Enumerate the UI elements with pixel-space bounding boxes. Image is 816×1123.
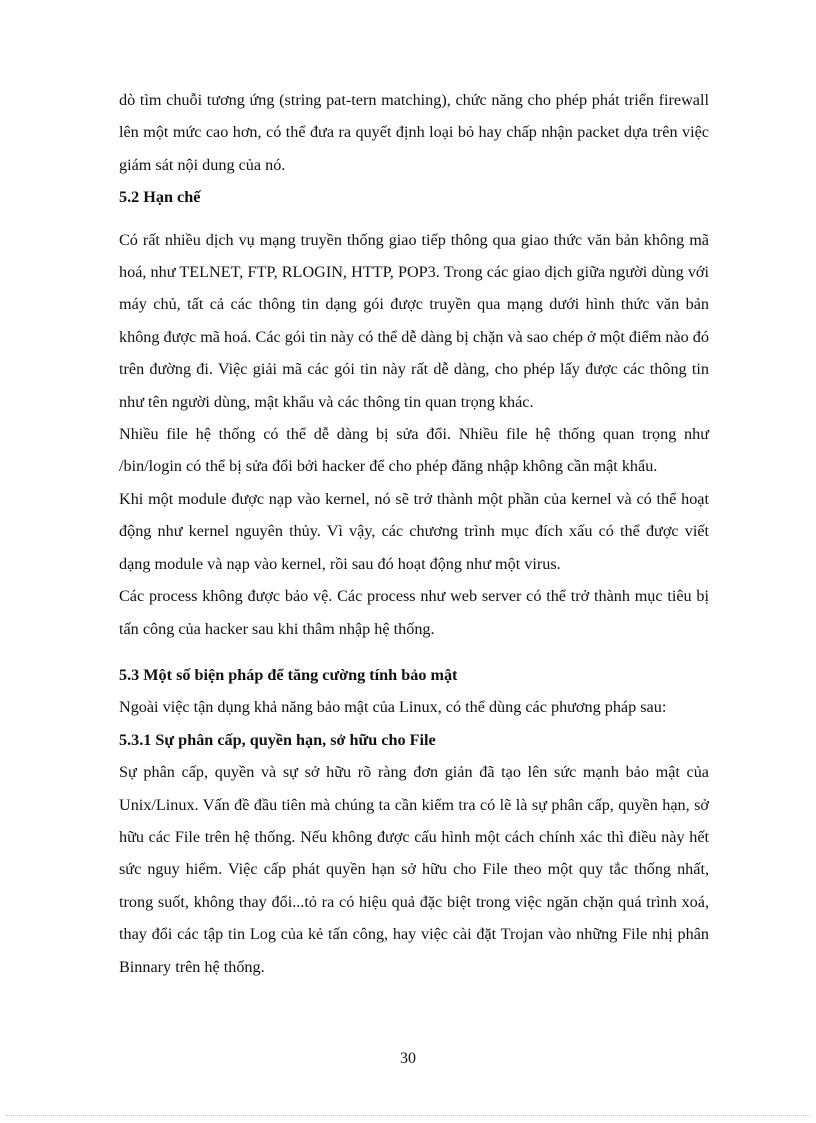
section-heading-5-3: 5.3 Một số biện pháp để tăng cường tính bảo mật [119,665,458,684]
page-bottom-divider [6,1115,810,1116]
paragraph-kernel-modules: Khi một module được nạp vào kernel, nó sẽ trở thành một phần của kernel và có thể hoạt động như kernel nguyên thủy. Vì vậy, các chương trình mục đích xấu có thể được viết dạng module và nạp vào kernel, rồi sau đó hoạt động như một virus. [119,489,709,573]
section-heading-5-2: 5.2 Hạn chế [119,188,201,207]
section-heading-5-3-1: 5.3.1 Sự phân cấp, quyền hạn, sở hữu cho File [119,730,436,749]
page-number: 30 [400,1050,416,1067]
page-body [119,84,709,983]
paragraph-intro-methods: Ngoài việc tận dụng khả năng bảo mật của Linux, có thể dùng các phương pháp sau: [119,698,667,717]
paragraph-system-files: Nhiều file hệ thống có thể dễ dàng bị sửa đổi. Nhiều file hệ thống quan trọng như /bin/login có thể bị sửa đổi bởi hacker để cho phép đăng nhập không cần mật khẩu. [119,425,709,476]
paragraph-unencrypted-services: Có rất nhiều dịch vụ mạng truyền thống giao tiếp thông qua giao thức văn bản không mã hoá, như TELNET, FTP, RLOGIN, HTTP, POP3. Trong các giao dịch giữa người dùng với máy chủ, tất cả các thông tin dạng gói được truyền qua mạng dưới hình thức văn bản không được mã hoá. Các gói tin này có thể dễ dàng bị chặn và sao chép ở một điểm nào đó trên đường đi. Việc giải mã các gói tin này rất dễ dàng, cho phép lấy được các thông tin như tên người dùng, mật khẩu và các thông tin quan trọng khác. [119,230,709,411]
paragraph-firewall-continuation: dò tìm chuỗi tương ứng (string pat-tern matching), chức năng cho phép phát triển firewall lên một mức cao hơn, có thể đưa ra quyết định loại bỏ hay chấp nhận packet dựa trên việc giám sát nội dung của nó. [119,91,709,174]
paragraph-file-permissions: Sự phân cấp, quyền và sự sở hữu rõ ràng đơn giản đã tạo lên sức mạnh bảo mật của Unix/Linux. Vấn đề đầu tiên mà chúng ta cần kiểm tra có lẽ là sự phân cấp, quyền hạn, sở hữu các File trên hệ thống. Nếu không được cấu hình một cách chính xác thì điều này hết sức nguy hiểm. Việc cấp phát quyền hạn sở hữu cho File theo một quy tắc thống nhất, trong suốt, không thay đổi...tỏ ra có hiệu quả đặc biệt trong việc ngăn chặn quá trình xoá, thay đổi các tập tin Log của kẻ tấn công, hay việc cài đặt Trojan vào những File nhị phân Binnary trên hệ thống. [119,763,709,976]
paragraph-unprotected-processes: Các process không được bảo vệ. Các process như web server có thể trở thành mục tiêu bị tấn công của hacker sau khi thâm nhập hệ thống. [119,587,709,638]
